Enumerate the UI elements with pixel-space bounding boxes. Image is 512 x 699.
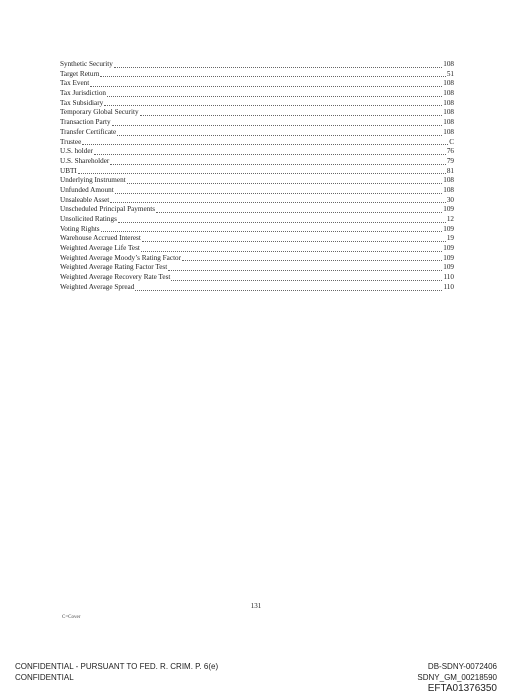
dot-leader <box>171 274 442 281</box>
index-term: Target Return <box>60 69 100 78</box>
index-term: Tax Jurisdiction <box>60 89 107 98</box>
index-entry <box>60 108 454 118</box>
dot-leader <box>135 284 442 291</box>
index-page-ref: 108 <box>443 79 454 88</box>
index-term: Weighted Average Life Test <box>60 244 140 253</box>
index-entry <box>60 79 454 89</box>
index-term: Weighted Average Spread <box>60 282 135 291</box>
index-entry <box>60 254 454 264</box>
index-entry <box>60 138 454 148</box>
dot-leader <box>142 235 446 242</box>
dot-leader <box>101 225 443 232</box>
dot-leader <box>78 167 446 174</box>
index-page-ref: 108 <box>443 98 454 107</box>
dot-leader <box>168 264 442 271</box>
index-page-ref: 108 <box>443 108 454 117</box>
page-number: 131 <box>250 602 262 610</box>
dot-leader <box>100 70 445 77</box>
dot-leader <box>117 129 442 136</box>
index-page-ref: 109 <box>443 244 454 253</box>
index-term: Weighted Average Recovery Rate Test <box>60 273 171 282</box>
dot-leader <box>112 119 443 126</box>
dot-leader <box>94 148 446 155</box>
index-entry <box>60 225 454 235</box>
index-entry <box>60 118 454 128</box>
index-term: Unsaleable Asset <box>60 195 110 204</box>
index-entry <box>60 89 454 99</box>
dot-leader <box>114 61 442 68</box>
dot-leader <box>140 109 443 116</box>
index-term: Temporary Global Security <box>60 108 139 117</box>
dot-leader <box>104 99 442 106</box>
index-page-ref: 12 <box>446 215 454 223</box>
index-term: Tax Subsidiary <box>60 98 104 107</box>
index-term: Trustee <box>60 137 82 146</box>
index-page-ref: 108 <box>443 118 454 127</box>
dot-leader <box>127 177 443 184</box>
index-entry <box>60 186 454 196</box>
index-page-ref: 109 <box>443 263 454 272</box>
dot-leader <box>110 158 446 165</box>
bates-number-db: DB-SDNY-0072406 <box>427 662 497 671</box>
index-page-ref: 30 <box>446 195 454 204</box>
index-entry <box>60 215 454 225</box>
index-page-ref: 108 <box>443 89 454 98</box>
index-entry <box>60 205 454 215</box>
index-term: Voting Rights <box>60 224 100 233</box>
index-term: Warehouse Accrued Interest <box>60 234 141 243</box>
index-term: Synthetic Security <box>60 60 113 68</box>
dot-leader <box>156 206 442 213</box>
index-page-ref: 108 <box>443 176 454 185</box>
dot-leader <box>141 245 442 252</box>
index-entry <box>60 167 454 177</box>
index-term: Unsolicited Ratings <box>60 215 117 223</box>
index-entry <box>60 283 454 293</box>
index-page-ref: 76 <box>446 147 454 156</box>
index-term: U.S. holder <box>60 147 93 156</box>
index-entry <box>60 244 454 254</box>
index-entry <box>60 263 454 273</box>
bates-stamp <box>417 661 497 695</box>
index-term: Unfunded Amount <box>60 185 114 194</box>
bates-number-sdny: SDNY_GM_00218590 <box>417 673 497 682</box>
dot-leader <box>118 216 446 223</box>
index-page-ref: 81 <box>446 166 454 175</box>
index-page-ref: 109 <box>443 224 454 233</box>
index-entry <box>60 128 454 138</box>
index-term: U.S. Shareholder <box>60 156 110 165</box>
index-entry <box>60 99 454 109</box>
index-entry <box>60 196 454 206</box>
bates-number-efta: EFTA01376350 <box>427 683 497 694</box>
index-entry <box>60 273 454 283</box>
index-term: Unscheduled Principal Payments <box>60 205 156 214</box>
dot-leader <box>90 80 442 87</box>
index-term: Transfer Certificate <box>60 127 117 136</box>
dot-leader <box>182 254 442 261</box>
index-page-ref: 108 <box>443 60 454 68</box>
index-page-ref: 79 <box>446 156 454 165</box>
index-term: UBTI <box>60 166 77 175</box>
dot-leader <box>115 187 443 194</box>
index-entry <box>60 157 454 167</box>
confidential-label: CONFIDENTIAL <box>15 673 74 682</box>
dot-leader <box>82 138 448 145</box>
index-term: Underlying Instrument <box>60 176 126 185</box>
index-page-ref: 108 <box>443 127 454 136</box>
index-page-ref: 109 <box>443 205 454 214</box>
index-entry <box>60 70 454 80</box>
footnote: C=Cover <box>62 615 81 620</box>
index-page-ref: C <box>449 137 454 146</box>
index-page-ref: 51 <box>446 69 454 78</box>
index-list <box>60 60 454 293</box>
index-term: Transaction Party <box>60 118 111 127</box>
index-term: Tax Event <box>60 79 90 88</box>
dot-leader <box>110 196 446 203</box>
index-page-ref: 110 <box>443 273 454 282</box>
index-term: Weighted Average Moody’s Rating Factor <box>60 253 182 262</box>
index-page-ref: 19 <box>446 234 454 243</box>
index-entry <box>60 147 454 157</box>
index-page-ref: 108 <box>443 185 454 194</box>
confidentiality-footer <box>15 661 218 683</box>
confidential-notice: CONFIDENTIAL - PURSUANT TO FED. R. CRIM. P. 6(e) <box>15 662 219 671</box>
index-page-ref: 109 <box>443 253 454 262</box>
index-page-ref: 110 <box>443 282 454 291</box>
dot-leader <box>107 90 442 97</box>
index-entry <box>60 234 454 244</box>
index-entry <box>60 60 454 70</box>
index-term: Weighted Average Rating Factor Test <box>60 263 168 272</box>
index-entry <box>60 176 454 186</box>
